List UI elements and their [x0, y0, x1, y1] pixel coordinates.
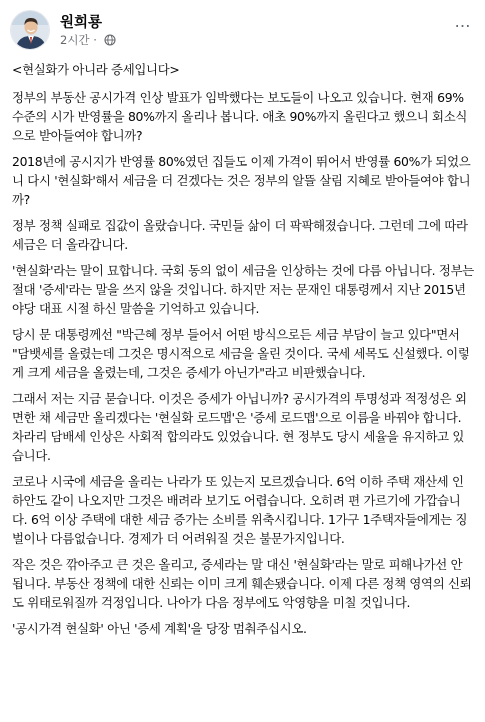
meta-separator: · — [89, 33, 101, 47]
post-header — [10, 8, 475, 52]
avatar-image — [11, 11, 50, 50]
post-body — [12, 60, 475, 645]
more-options-icon[interactable]: … — [454, 12, 472, 31]
paragraph: 당시 문 대통령께선 "박근혜 정부 들어서 어떤 방식으로든 세금 부담이 늘고 있다"면서 "담뱃세를 올렸는데 그것은 명시적으로 세금을 올린 것이다. 국세 세목도 신설했다. 이렇게 크게 세금을 올렸는데, 그것은 증세가 아닌가"라고 비판했습니다. — [12, 327, 470, 380]
post-title: <현실화가 아니라 증세입니다> — [12, 62, 180, 77]
post-author[interactable]: 원희룡 — [60, 15, 103, 31]
paragraph: 정부 정책 실패로 집값이 올랐습니다. 국민들 삶이 더 팍팍해졌습니다. 그런데 그에 따라 세금은 더 올라갑니다. — [12, 218, 468, 252]
post-timestamp[interactable]: 2시간 — [60, 33, 90, 47]
paragraph: '현실화'라는 말이 묘합니다. 국회 동의 없이 세금을 인상하는 것에 다름 아닙니다. 정부는 절대 '증세'라는 말을 쓰지 않을 것입니다. 하지만 저는 문재인 대통령께서 지난 2015년 야당 대표 시절 하신 말씀을 기억하고 있습니다. — [12, 263, 474, 316]
paragraph: 그래서 저는 지금 묻습니다. 이것은 증세가 아닙니까? 공시가격의 투명성과 적정성은 외면한 채 세금만 올리겠다는 '현실화 로드맵'은 '증세 로드맵'으로 이름을 바꿔야 합니다. 차라리 담배세 인상은 사회적 합의라도 있었습니다. 현 정부도 당시 세율을 유지하고 있습니다. — [12, 391, 467, 463]
globe-icon[interactable] — [104, 34, 116, 49]
closing-paragraph: '공시가격 현실화' 아닌 '증세 계획'을 당장 멈춰주십시오. — [12, 621, 307, 636]
paragraph: 코로나 시국에 세금을 올리는 나라가 또 있는지 모르겠습니다. 6억 이하 주택 재산세 인하안도 같이 나오지만 그것은 배려라 보기도 어렵습니다. 오히려 편 가르기에 가깝습니다. 6억 이상 주택에 대한 세금 증가는 소비를 위축시킵니다. 1가구 1주택자들에게는 징벌이나 다름없습니다. 경제가 더 어려워질 것은 불문가지입니다. — [12, 474, 468, 546]
paragraph: 작은 것은 깎아주고 큰 것은 올리고, 증세라는 말 대신 '현실화'라는 말로 피해나가선 안 됩니다. 부동산 정책에 대한 신뢰는 이미 크게 훼손됐습니다. 이제 다른 정책 영역의 신뢰도 위태로워질까 걱정입니다. 나아가 다음 정부에도 악영향을 미칠 것입니다. — [12, 557, 472, 610]
avatar[interactable] — [10, 10, 50, 50]
paragraph: 정부의 부동산 공시가격 인상 발표가 임박했다는 보도들이 나오고 있습니다. 현재 69% 수준의 시가 반영률을 80%까지 올리나 봅니다. 애초 90%까지 올린다고 했으니 회소식으로 받아들여야 합니까? — [12, 90, 468, 143]
post-meta — [60, 32, 116, 49]
paragraph: 2018년에 공시지가 반영률 80%였던 집들도 이제 가격이 뛰어서 반영률 60%가 되었으니 다시 '현실화'해서 세금을 더 걷겠다는 것은 정부의 알뜰 살림 지혜로 받아들여야 합니까? — [12, 154, 471, 207]
